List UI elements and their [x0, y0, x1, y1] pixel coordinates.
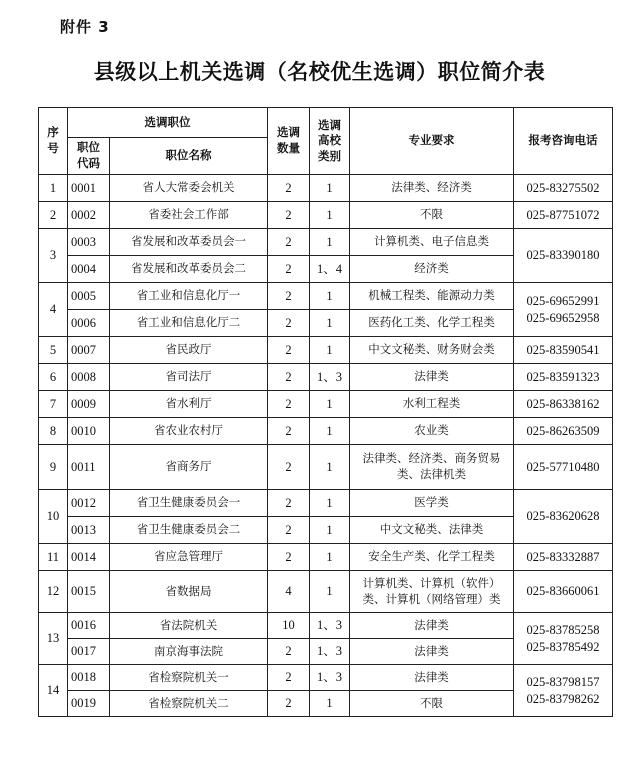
- name-cell: 省数据局: [110, 571, 268, 613]
- major-cell: 水利工程类: [350, 391, 514, 418]
- count-cell: 4: [268, 571, 310, 613]
- table-row: [39, 337, 613, 364]
- code-cell: 0001: [68, 175, 110, 202]
- header-code: 职位代码: [68, 138, 110, 175]
- level-cell: 1: [310, 571, 350, 613]
- table-row: [39, 418, 613, 445]
- count-cell: 2: [268, 445, 310, 490]
- name-cell: 省发展和改革委员会二: [110, 256, 268, 283]
- header-position-group: 选调职位: [68, 108, 268, 138]
- major-cell: 经济类: [350, 256, 514, 283]
- table-row: [39, 391, 613, 418]
- phone-cell: 025-83332887: [514, 544, 613, 571]
- page-title: 县级以上机关选调（名校优生选调）职位简介表: [93, 60, 546, 84]
- major-cell: 医药化工类、化学工程类: [350, 310, 514, 337]
- phone-cell: 025-57710480: [514, 445, 613, 490]
- name-cell: 省司法厅: [110, 364, 268, 391]
- phone-cell: 025-83390180: [514, 229, 613, 283]
- seq-cell: 14: [39, 665, 68, 717]
- table-row: [39, 544, 613, 571]
- code-cell: 0016: [68, 613, 110, 639]
- name-cell: 省检察院机关二: [110, 691, 268, 717]
- name-cell: 省商务厅: [110, 445, 268, 490]
- major-cell: 机械工程类、能源动力类: [350, 283, 514, 310]
- count-cell: 2: [268, 310, 310, 337]
- phone-cell: 025-83660061: [514, 571, 613, 613]
- count-cell: 2: [268, 517, 310, 544]
- count-cell: 2: [268, 337, 310, 364]
- phone-line: 025-83798262: [526, 691, 600, 706]
- level-cell: 1: [310, 283, 350, 310]
- name-cell: 省水利厅: [110, 391, 268, 418]
- name-cell: 南京海事法院: [110, 639, 268, 665]
- level-cell: 1、3: [310, 613, 350, 639]
- phone-line: 025-83798157: [526, 674, 600, 689]
- code-cell: 0010: [68, 418, 110, 445]
- name-cell: 省工业和信息化厅一: [110, 283, 268, 310]
- header-count: 选调数量: [268, 108, 310, 175]
- name-cell: 省人大常委会机关: [110, 175, 268, 202]
- major-cell: 法律类: [350, 613, 514, 639]
- code-cell: 0003: [68, 229, 110, 256]
- code-cell: 0005: [68, 283, 110, 310]
- count-cell: 2: [268, 691, 310, 717]
- level-cell: 1: [310, 691, 350, 717]
- table-row: [39, 665, 613, 691]
- code-cell: 0019: [68, 691, 110, 717]
- major-cell: 中文文秘类、法律类: [350, 517, 514, 544]
- header-phone: 报考咨询电话: [514, 108, 613, 175]
- phone-line: 025-69652958: [526, 310, 600, 325]
- seq-cell: 10: [39, 490, 68, 544]
- phone-cell: [514, 283, 613, 337]
- phone-cell: 025-83591323: [514, 364, 613, 391]
- major-cell: 农业类: [350, 418, 514, 445]
- table-body: [39, 175, 613, 717]
- major-cell: 法律类、经济类: [350, 175, 514, 202]
- seq-cell: 7: [39, 391, 68, 418]
- level-cell: 1: [310, 310, 350, 337]
- position-table: [38, 107, 613, 717]
- name-cell: 省发展和改革委员会一: [110, 229, 268, 256]
- code-cell: 0013: [68, 517, 110, 544]
- code-cell: 0012: [68, 490, 110, 517]
- count-cell: 2: [268, 544, 310, 571]
- code-cell: 0014: [68, 544, 110, 571]
- code-cell: 0006: [68, 310, 110, 337]
- code-cell: 0011: [68, 445, 110, 490]
- phone-cell: 025-86263509: [514, 418, 613, 445]
- seq-cell: 13: [39, 613, 68, 665]
- phone-cell: 025-87751072: [514, 202, 613, 229]
- level-cell: 1: [310, 418, 350, 445]
- count-cell: 2: [268, 639, 310, 665]
- code-cell: 0017: [68, 639, 110, 665]
- code-cell: 0004: [68, 256, 110, 283]
- count-cell: 2: [268, 175, 310, 202]
- code-cell: 0007: [68, 337, 110, 364]
- name-cell: 省农业农村厅: [110, 418, 268, 445]
- level-cell: 1: [310, 391, 350, 418]
- major-cell: 安全生产类、化学工程类: [350, 544, 514, 571]
- seq-cell: 2: [39, 202, 68, 229]
- table-header: [39, 108, 613, 175]
- code-cell: 0018: [68, 665, 110, 691]
- name-cell: 省民政厅: [110, 337, 268, 364]
- table-row: [39, 175, 613, 202]
- code-cell: 0008: [68, 364, 110, 391]
- major-cell: 计算机类、计算机（软件）类、计算机（网络管理）类: [350, 571, 514, 613]
- major-cell: 法律类: [350, 639, 514, 665]
- seq-cell: 4: [39, 283, 68, 337]
- seq-cell: 1: [39, 175, 68, 202]
- table-row: [39, 571, 613, 613]
- phone-line: 025-83785492: [526, 639, 600, 654]
- count-cell: 10: [268, 613, 310, 639]
- major-cell: 法律类: [350, 364, 514, 391]
- phone-cell: 025-83275502: [514, 175, 613, 202]
- table-row: [39, 490, 613, 517]
- name-cell: 省检察院机关一: [110, 665, 268, 691]
- seq-cell: 5: [39, 337, 68, 364]
- header-school-level: 选调高校类别: [310, 108, 350, 175]
- phone-cell: [514, 665, 613, 717]
- count-cell: 2: [268, 665, 310, 691]
- name-cell: 省工业和信息化厅二: [110, 310, 268, 337]
- table-row: [39, 202, 613, 229]
- count-cell: 2: [268, 202, 310, 229]
- table-row: [39, 283, 613, 310]
- level-cell: 1: [310, 445, 350, 490]
- seq-cell: 12: [39, 571, 68, 613]
- level-cell: 1、3: [310, 665, 350, 691]
- table-row: [39, 364, 613, 391]
- phone-cell: [514, 613, 613, 665]
- seq-cell: 6: [39, 364, 68, 391]
- count-cell: 2: [268, 283, 310, 310]
- table-row: [39, 229, 613, 256]
- level-cell: 1、3: [310, 639, 350, 665]
- major-cell: 不限: [350, 202, 514, 229]
- header-name: 职位名称: [110, 138, 268, 175]
- count-cell: 2: [268, 256, 310, 283]
- header-seq: 序号: [39, 108, 68, 175]
- level-cell: 1: [310, 337, 350, 364]
- level-cell: 1: [310, 517, 350, 544]
- count-cell: 2: [268, 364, 310, 391]
- level-cell: 1: [310, 490, 350, 517]
- level-cell: 1、4: [310, 256, 350, 283]
- phone-cell: 025-83590541: [514, 337, 613, 364]
- name-cell: 省卫生健康委员会一: [110, 490, 268, 517]
- table-row: [39, 445, 613, 490]
- level-cell: 1: [310, 202, 350, 229]
- table-row: [39, 613, 613, 639]
- major-cell: 法律类、经济类、商务贸易类、法律机类: [350, 445, 514, 490]
- attachment-label: 附件 3: [60, 18, 110, 36]
- major-cell: 医学类: [350, 490, 514, 517]
- code-cell: 0002: [68, 202, 110, 229]
- level-cell: 1: [310, 544, 350, 571]
- count-cell: 2: [268, 418, 310, 445]
- level-cell: 1: [310, 229, 350, 256]
- seq-cell: 11: [39, 544, 68, 571]
- header-major: 专业要求: [350, 108, 514, 175]
- name-cell: 省委社会工作部: [110, 202, 268, 229]
- major-cell: 计算机类、电子信息类: [350, 229, 514, 256]
- phone-cell: 025-86338162: [514, 391, 613, 418]
- name-cell: 省应急管理厅: [110, 544, 268, 571]
- seq-cell: 8: [39, 418, 68, 445]
- seq-cell: 3: [39, 229, 68, 283]
- major-cell: 不限: [350, 691, 514, 717]
- count-cell: 2: [268, 229, 310, 256]
- phone-cell: 025-83620628: [514, 490, 613, 544]
- major-cell: 法律类: [350, 665, 514, 691]
- count-cell: 2: [268, 490, 310, 517]
- name-cell: 省法院机关: [110, 613, 268, 639]
- seq-cell: 9: [39, 445, 68, 490]
- count-cell: 2: [268, 391, 310, 418]
- phone-line: 025-69652991: [526, 293, 600, 308]
- major-cell: 中文文秘类、财务财会类: [350, 337, 514, 364]
- code-cell: 0009: [68, 391, 110, 418]
- level-cell: 1、3: [310, 364, 350, 391]
- name-cell: 省卫生健康委员会二: [110, 517, 268, 544]
- phone-line: 025-83785258: [526, 622, 600, 637]
- code-cell: 0015: [68, 571, 110, 613]
- level-cell: 1: [310, 175, 350, 202]
